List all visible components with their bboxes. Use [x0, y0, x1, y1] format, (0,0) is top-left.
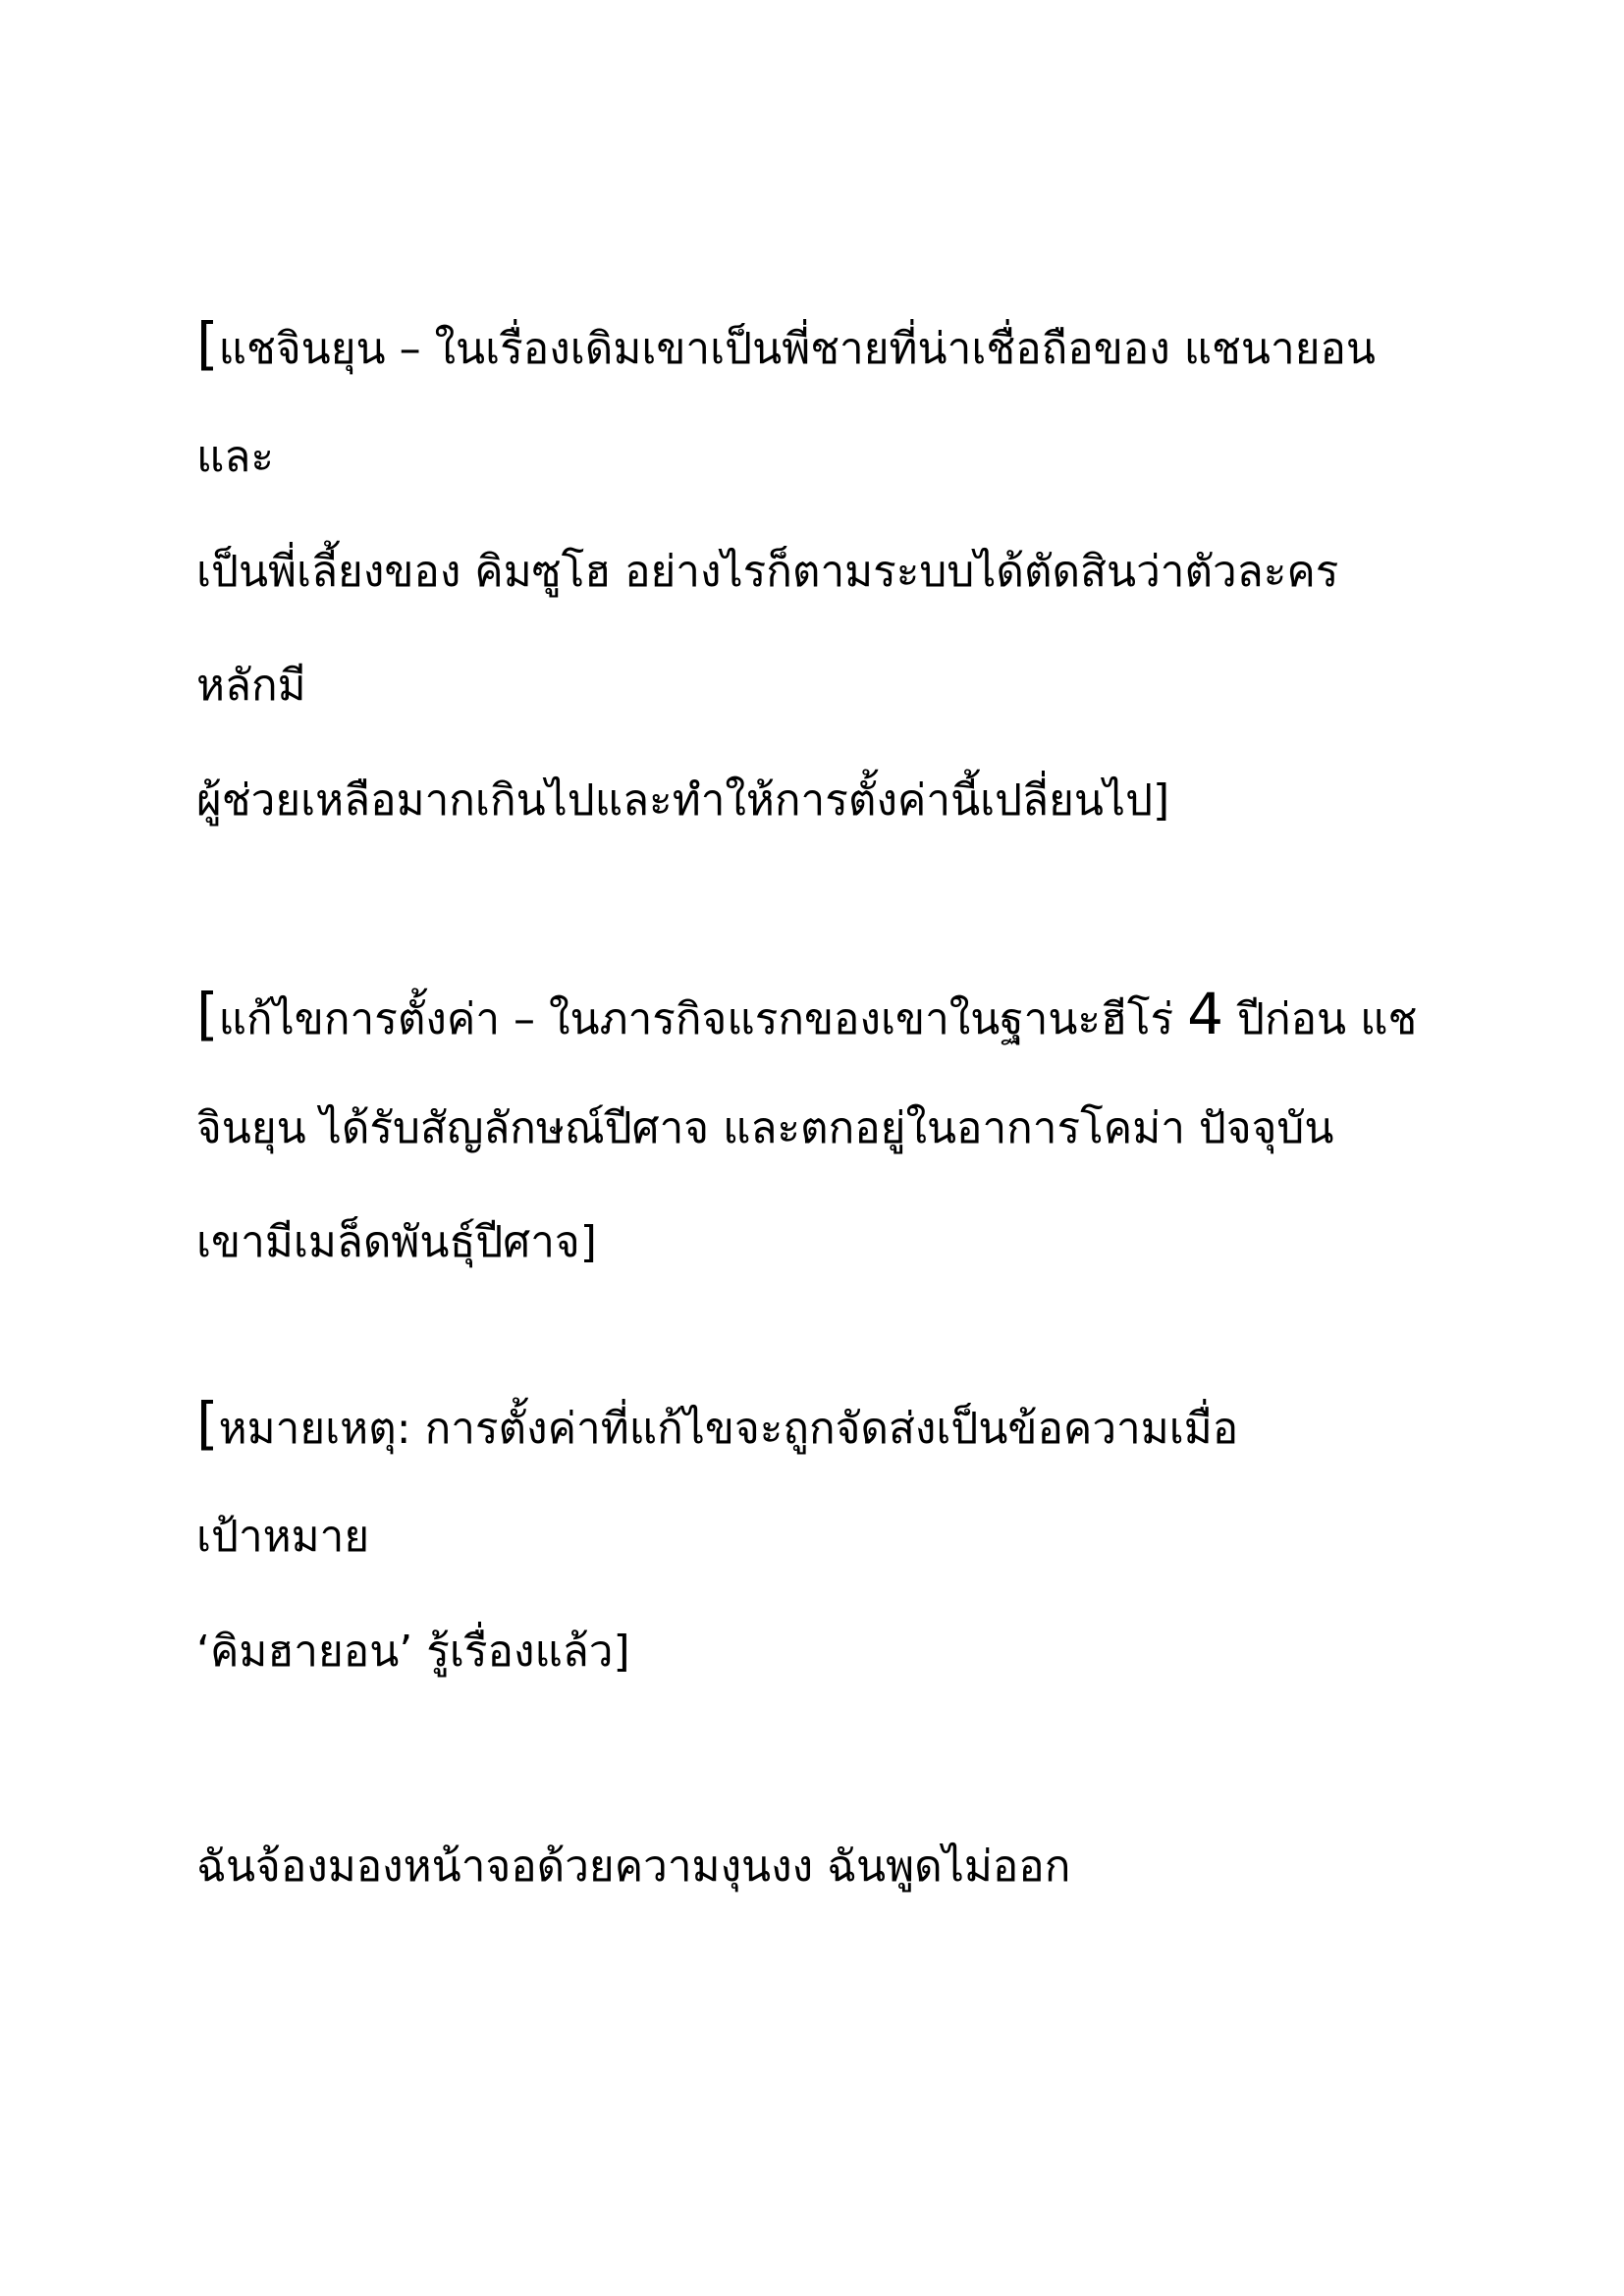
paragraph-2-line-3: เขามีเมล็ดพันธ์ุปีศาจ] [196, 1217, 597, 1267]
paragraph-1-line-5: ผู้ช่วยเหลือมากเกินไปและทำให้การตั้งค่านี้เปลี่ยนไป] [196, 775, 1170, 826]
paragraph-3-line-1-text: หมายเหตุ: การตั้งค่าที่แก้ไขจะถูกจัดส่งเป็นข้อความเมื่อ [218, 1404, 1239, 1454]
open-bracket: [ [196, 310, 219, 377]
paragraph-3-line-2: เป้าหมาย [196, 1512, 370, 1562]
paragraph-1-line-1 [196, 310, 1376, 379]
paragraph-2-line-1 [196, 981, 1418, 1049]
paragraph-3-line-3: ‘คิมฮายอน’ รู้เรื่องแล้ว] [196, 1627, 630, 1677]
paragraph-2-line-1-tail: ปีก่อน แช [1223, 994, 1418, 1044]
paragraph-2-line-2: จินยุน ได้รับสัญลักษณ์ปีศาจ และตกอยู่ในอาการโคม่า ปัจจุบัน [196, 1103, 1334, 1153]
paragraph-1-line-3: เป็นพี่เลี้ยงของ คิมซูโฮ อย่างไรก็ตามระบบได้ตัดสินว่าตัวละคร [196, 547, 1339, 597]
paragraph-2-line-1-text: แก้ไขการตั้งค่า – ในภารกิจแรกของเขาในฐานะฮีโร่ [218, 994, 1188, 1044]
paragraph-1-line-1-text: แชจินยุน – ในเรื่องเดิมเขาเป็นพี่ชายที่น่าเชื่อถือของ แชนายอน [218, 324, 1376, 374]
paragraph-3-line-1 [196, 1390, 1239, 1459]
open-bracket: [ [196, 981, 219, 1047]
paragraph-2-number: 4 [1187, 981, 1224, 1047]
paragraph-1-line-2: และ [196, 432, 274, 482]
open-bracket: [ [196, 1390, 219, 1457]
paragraph-4-line-1: ฉันจ้องมองหน้าจอด้วยความงุนงง ฉันพูดไม่ออก [196, 1842, 1071, 1892]
paragraph-1-line-4: หลักมี [196, 661, 306, 711]
